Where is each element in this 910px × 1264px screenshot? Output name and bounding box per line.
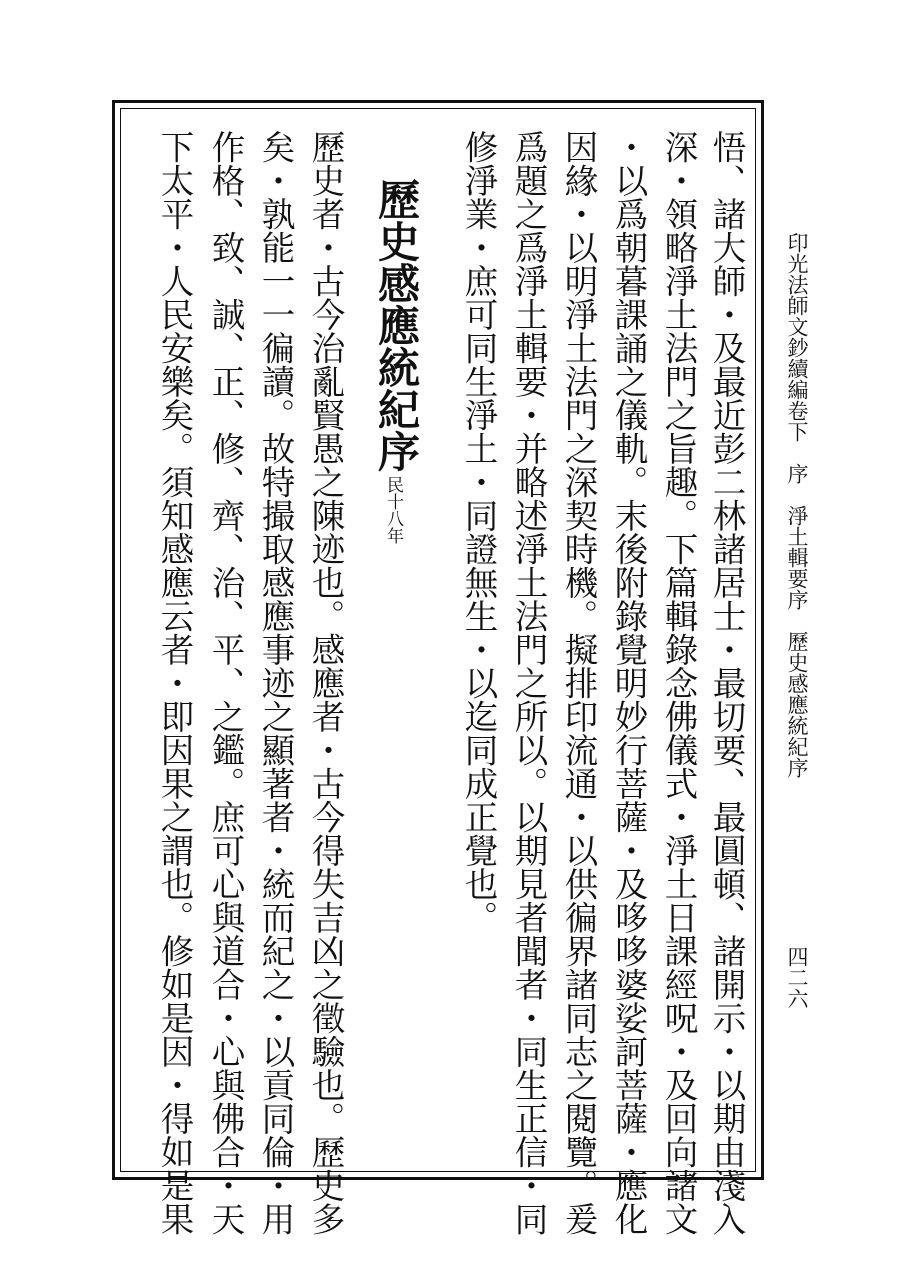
page-number: 四二六 bbox=[785, 946, 809, 1009]
previous-text-column-3: ・以爲朝暮課誦之儀軌。末後附錄覺明妙行菩薩・及哆哆婆娑訶菩薩・應化 bbox=[609, 130, 648, 1236]
previous-text-column-1: 悟、諸大師・及最近彭二林諸居士・最切要、最圓頓、諸開示・以期由淺入 bbox=[707, 130, 746, 1236]
previous-text-column-6: 修淨業・庶可同生淨土・同證無生・以迄同成正覺也。 bbox=[459, 130, 498, 934]
essay-text-column-4: 下太平・人民安樂矣。須知感應云者・即因果之謂也。修如是因・得如是果 bbox=[155, 130, 194, 1236]
essay-text-column-1: 歷史者・古今治亂賢愚之陳迹也。感應者・古今得失吉凶之徵驗也。歷史多 bbox=[306, 130, 345, 1236]
essay-text-column-2: 矣・孰能一一徧讀。故特撮取感應事迹之顯著者・統而紀之・以貢同倫・用 bbox=[256, 130, 295, 1236]
running-header: 印光法師文鈔續編卷下 序 淨土輯要序 歷史感應統紀序 bbox=[785, 232, 809, 778]
essay-date: 民十八年 bbox=[383, 476, 403, 544]
previous-text-column-2: 深・領略淨土法門之旨趣。下篇輯錄念佛儀式・淨土日課經呪・及回向諸文 bbox=[659, 130, 698, 1236]
previous-text-column-5: 爲題之爲淨土輯要・并略述淨土法門之所以。以期見者聞者・同生正信・同 bbox=[509, 130, 548, 1236]
essay-text-column-3: 作格、致、誠、正、修、齊、治、平、之鑑。庶可心與道合・心與佛合・天 bbox=[206, 130, 245, 1236]
previous-text-column-4: 因緣・以明淨土法門之深契時機。擬排印流通・以供徧界諸同志之閱覽。爰 bbox=[559, 130, 598, 1236]
essay-title: 歷史感應統紀序 bbox=[372, 178, 421, 472]
